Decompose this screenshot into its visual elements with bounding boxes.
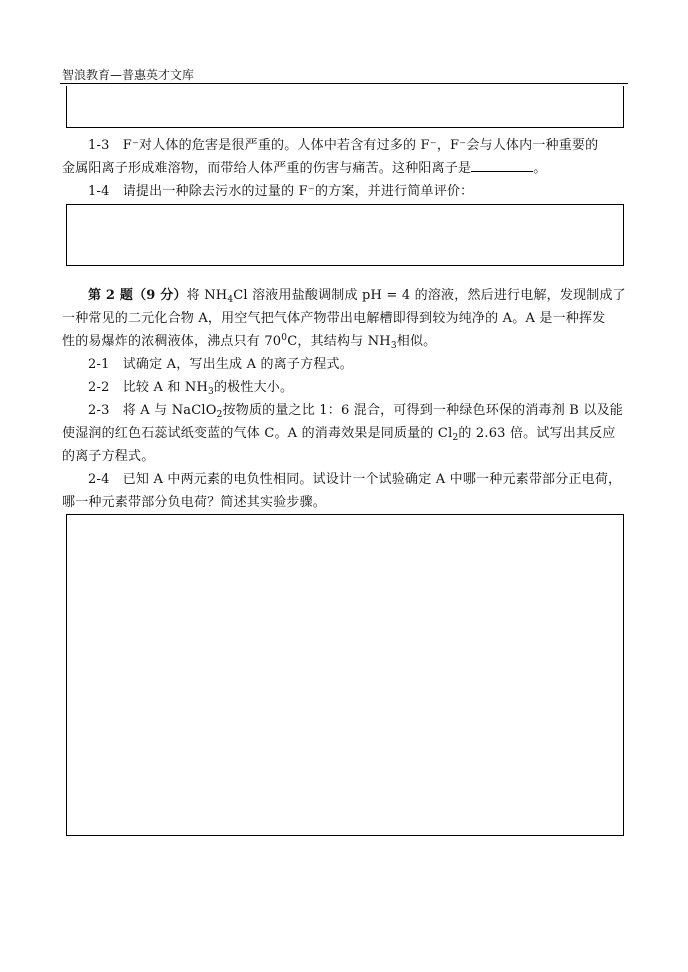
q2-l1-sub: 4 [227,295,234,305]
question-1-3-line2 [62,162,546,175]
answer-box-1-4[interactable] [66,204,624,266]
question-2-3-line3: 的离子方程式。 [62,449,155,464]
q2-2-a: 2-2 比较 A 和 NH [88,380,209,395]
q2-l1-b: Cl 溶液用盐酸调制成 pH = 4 的溶液，然后进行电解，发现制成了 [233,288,626,303]
question-2-line1 [88,288,626,305]
answer-blank-1-3[interactable] [471,170,533,172]
question-2-line2: 一种常见的二元化合物 A，用空气把气体产物带出电解槽即得到较为纯净的 A。A 是一种挥发 [62,311,606,326]
q2-3-sub: 2 [216,410,223,420]
question-1-3-line1: 1-3 F⁻对人体的危害是很严重的。人体中若含有过多的 F⁻，F⁻会与人体内一种重要的 [88,138,599,153]
question-2-3-line1 [88,403,623,420]
question-2-4-line1: 2-4 已知 A 中两元素的电负性相同。试设计一个试验确定 A 中哪一种元素带部分正电荷， [88,472,622,487]
q2-3-l2-sub: 2 [452,433,459,443]
q2-3-l2-b: 的 2.63 倍。试写出其反应 [458,426,616,441]
q2-l3-sub: 3 [390,341,397,351]
question-2-1: 2-1 试确定 A，写出生成 A 的离子方程式。 [88,357,353,372]
header-rule [60,83,628,84]
question-1-3-text: 金属阳离子形成难溶物，而带给人体严重的伤害与痛苦。这种阳离子是 [62,161,472,176]
page-header-title: 智浪教育—普惠英才文库 [62,68,195,82]
question-2-3-line2 [62,426,616,443]
answer-box-1-2[interactable] [66,86,624,128]
answer-box-2[interactable] [66,514,624,836]
question-2-4-line2: 哪一种元素带部分负电荷？简述其实验步骤。 [62,495,327,510]
q2-3-l2-a: 使湿润的红色石蕊试纸变蓝的气体 C。A 的消毒效果是同质量的 Cl [62,426,453,441]
q2-l1-a: 将 NH [186,288,228,303]
question-2-heading: 第 2 题（9 分） [88,288,187,303]
q2-3-b: 按物质的量之比 1：6 混合，可得到一种绿色环保的消毒剂 B 以及能 [222,403,623,418]
question-2-2 [88,380,294,397]
q2-l3-sup: 0 [281,333,288,343]
q2-l3-c: 相似。 [396,334,437,349]
q2-l3-a: 性的易爆炸的浓稠液体，沸点只有 70 [62,334,282,349]
question-2-line3 [62,333,437,351]
q2-l3-b: C，其结构与 NH [287,334,391,349]
question-1-3-end: 。 [533,161,547,176]
q2-3-a: 2-3 将 A 与 NaClO [88,403,217,418]
q2-2-b: 的极性大小。 [213,380,294,395]
question-1-4: 1-4 请提出一种除去污水的过量的 F⁻的方案，并进行简单评价： [88,184,474,199]
q2-2-sub: 3 [208,387,214,397]
